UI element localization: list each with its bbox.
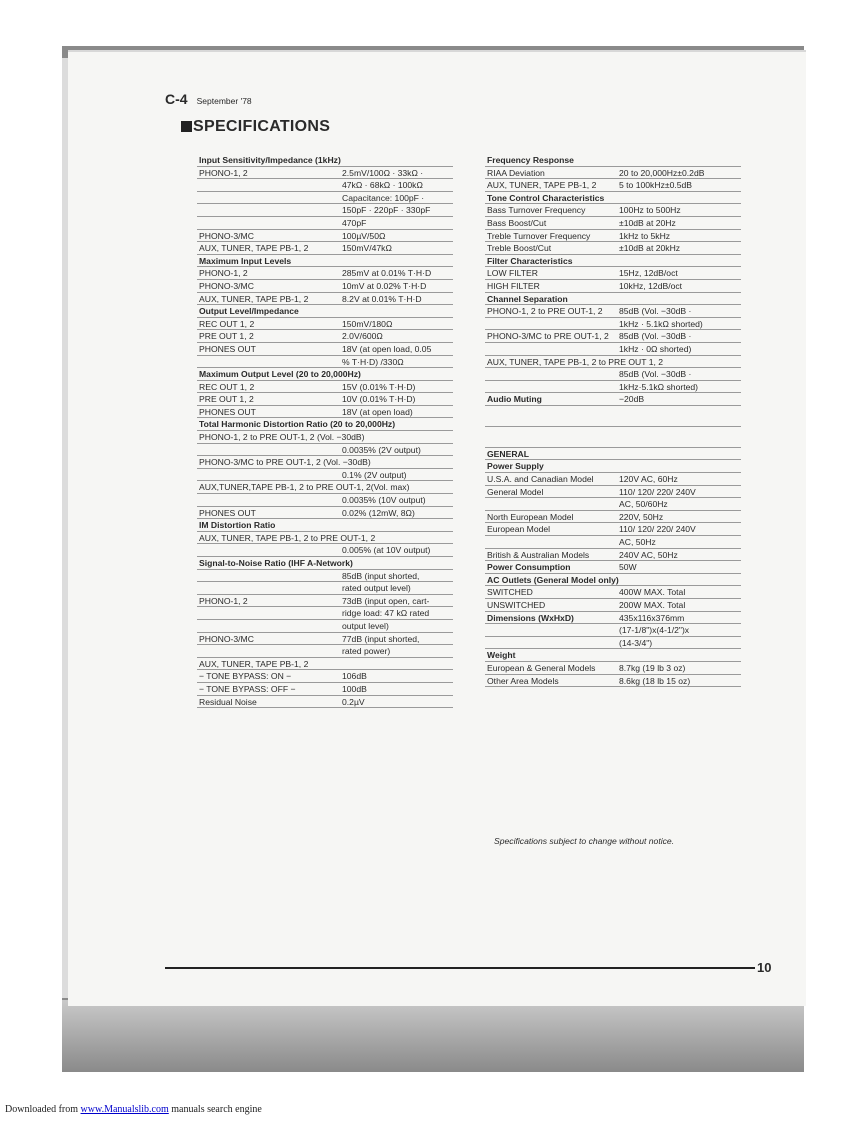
spec-value: 0.02% (12mW, 8Ω) — [342, 507, 415, 518]
spec-value: 100Hz to 500Hz — [619, 205, 681, 216]
spec-row — [485, 498, 741, 511]
spec-row — [197, 204, 453, 217]
spec-row — [197, 305, 453, 318]
spec-value: 100µV/50Ω — [342, 230, 386, 241]
spec-row — [197, 532, 453, 545]
spec-row — [485, 179, 741, 192]
spec-row — [197, 179, 453, 192]
spec-row — [197, 393, 453, 406]
spec-row — [485, 217, 741, 230]
spec-value: 220V, 50Hz — [619, 511, 664, 522]
spec-label: LOW FILTER — [487, 268, 538, 279]
spec-value: 85dB (Vol. −30dB · — [619, 331, 692, 342]
spec-label: PHONO-1, 2 to PRE OUT-1, 2 (Vol. −30dB) — [199, 432, 365, 443]
spec-row — [485, 586, 741, 599]
spec-value: 10kHz, 12dB/oct — [619, 280, 683, 291]
spec-row — [485, 448, 741, 461]
spec-row — [197, 658, 453, 671]
spec-row — [197, 683, 453, 696]
spec-row — [485, 242, 741, 255]
spec-label: SWITCHED — [487, 587, 533, 598]
spec-label: PHONO-3/MC to PRE OUT-1, 2 (Vol. −30dB) — [199, 457, 371, 468]
spec-label: PHONO-3/MC — [199, 633, 254, 644]
manualslib-link[interactable]: www.Manualslib.com — [80, 1104, 169, 1115]
spec-row — [485, 599, 741, 612]
spec-row — [197, 456, 453, 469]
spec-row — [197, 368, 453, 381]
spec-row — [485, 473, 741, 486]
spec-row — [485, 637, 741, 650]
spec-row — [485, 305, 741, 318]
spec-row — [197, 293, 453, 306]
spec-value: −20dB — [619, 394, 645, 405]
bottom-rule — [165, 967, 755, 969]
spec-row — [485, 536, 741, 549]
page-code: C-4 — [165, 91, 188, 107]
spec-value: ridge load: 47 kΩ rated — [342, 608, 430, 619]
spec-row — [197, 519, 453, 532]
spec-row — [197, 356, 453, 369]
spec-label: Audio Muting — [487, 394, 542, 405]
spec-row — [485, 167, 741, 180]
spec-label: Output Level/Impedance — [199, 306, 299, 317]
spec-row — [485, 624, 741, 637]
spec-label: North European Model — [487, 511, 574, 522]
spec-label: PRE OUT 1, 2 — [199, 331, 254, 342]
spec-label: IM Distortion Ratio — [199, 520, 276, 531]
spec-row — [197, 557, 453, 570]
spec-value: 8.6kg (18 lb 15 oz) — [619, 675, 691, 686]
spec-value: 85dB (Vol. −30dB · — [619, 306, 692, 317]
scan-shadow — [62, 1000, 804, 1072]
spec-label: European Model — [487, 524, 551, 535]
spec-value: AC, 50Hz — [619, 537, 656, 548]
download-credit — [5, 1104, 262, 1115]
spec-value: 110/ 120/ 220/ 240V — [619, 486, 696, 497]
spec-row — [197, 230, 453, 243]
spec-row — [485, 255, 741, 268]
spec-value: 85dB (input shorted, — [342, 570, 420, 581]
footnote: Specifications subject to change without notice. — [494, 836, 675, 846]
spec-row — [485, 267, 741, 280]
page-number: 10 — [757, 960, 772, 975]
spec-value: 5 to 100kHz±0.5dB — [619, 180, 693, 191]
spec-label: UNSWITCHED — [487, 600, 546, 610]
spec-label: PHONO-1, 2 — [199, 595, 248, 606]
spec-label: Channel Separation — [487, 293, 568, 304]
spec-value: 150mV/180Ω — [342, 318, 393, 329]
spec-value: 0.0035% (10V output) — [342, 495, 426, 506]
spec-row — [197, 633, 453, 646]
spec-row — [197, 318, 453, 331]
spec-row — [485, 649, 741, 662]
spec-value: 18V (at open load) — [342, 406, 413, 417]
spec-row — [485, 356, 741, 369]
spec-label: Bass Turnover Frequency — [487, 205, 586, 216]
section-title: SPECIFICATIONS — [193, 118, 331, 135]
spec-value: 106dB — [342, 671, 367, 682]
spec-value: (17-1/8")x(4-1/2")x — [619, 625, 690, 636]
spec-row — [485, 393, 741, 406]
spec-label: PHONO-1, 2 — [199, 167, 248, 178]
spec-row — [485, 460, 741, 473]
spec-value: 8.7kg (19 lb 3 oz) — [619, 662, 686, 673]
spec-label: AUX, TUNER, TAPE PB-1, 2 — [199, 243, 309, 254]
page-date: September '78 — [196, 96, 252, 106]
spec-label: Filter Characteristics — [487, 255, 573, 266]
spec-row — [197, 280, 453, 293]
spec-value: 1kHz·5.1kΩ shorted) — [619, 381, 699, 392]
spec-value: 150pF · 220pF · 330pF — [342, 205, 431, 216]
spec-value: 110/ 120/ 220/ 240V — [619, 524, 696, 535]
spec-row — [485, 574, 741, 587]
spec-value: 1kHz to 5kHz — [619, 230, 671, 241]
spec-row — [197, 670, 453, 683]
spec-value: (14-3/4") — [619, 637, 653, 648]
spec-row — [485, 427, 741, 448]
spec-value: 0.2µV — [342, 696, 365, 707]
spec-value: Capacitance: 100pF · — [342, 192, 425, 203]
spec-value: 8.2V at 0.01% T·H·D — [342, 293, 422, 304]
spec-row — [485, 230, 741, 243]
spec-row — [485, 561, 741, 574]
spec-label: HIGH FILTER — [487, 280, 540, 291]
spec-label: AUX, TUNER, TAPE PB-1, 2 — [487, 180, 597, 191]
spec-label: General Model — [487, 486, 544, 497]
spec-row — [485, 486, 741, 499]
spec-row — [197, 444, 453, 457]
spec-label: Maximum Input Levels — [199, 255, 292, 266]
spec-value: 10V (0.01% T·H·D) — [342, 394, 416, 405]
spec-label: REC OUT 1, 2 — [199, 318, 255, 329]
spec-label: − TONE BYPASS: OFF − — [199, 683, 296, 694]
spec-row — [197, 217, 453, 230]
spec-row — [197, 494, 453, 507]
spec-label: AUX, TUNER, TAPE PB-1, 2 to PRE OUT-1, 2 — [199, 532, 376, 543]
spec-row — [197, 154, 453, 167]
spec-label: Frequency Response — [487, 155, 574, 165]
spec-label: Other Area Models — [487, 675, 559, 686]
spec-row — [197, 192, 453, 205]
spec-label: Treble Turnover Frequency — [487, 230, 591, 241]
spec-row — [197, 620, 453, 633]
spec-row — [485, 368, 741, 381]
spec-label: PHONES OUT — [199, 507, 256, 518]
spec-value: 1kHz · 5.1kΩ shorted) — [619, 318, 703, 329]
spec-row — [485, 662, 741, 675]
spec-label: PHONES OUT — [199, 406, 256, 417]
spec-label: Weight — [487, 650, 516, 661]
spec-label: GENERAL — [487, 448, 530, 459]
spec-value: 15Hz, 12dB/oct — [619, 268, 678, 279]
spec-label: U.S.A. and Canadian Model — [487, 474, 594, 485]
spec-value: 15V (0.01% T·H·D) — [342, 381, 416, 392]
spec-label: Power Supply — [487, 461, 544, 472]
spec-value: 50W — [619, 562, 637, 573]
spec-value: 18V (at open load, 0.05 — [342, 343, 432, 354]
spec-value: rated output level) — [342, 583, 411, 594]
spec-row — [197, 507, 453, 520]
spec-row — [485, 549, 741, 562]
spec-row — [485, 511, 741, 524]
spec-row — [197, 645, 453, 658]
spec-label: REC OUT 1, 2 — [199, 381, 255, 392]
spec-row — [197, 267, 453, 280]
spec-column-right — [485, 154, 741, 687]
spec-label: Total Harmonic Distortion Ratio (20 to 20,000Hz) — [199, 419, 396, 430]
spec-label: Signal-to-Noise Ratio (IHF A-Network) — [199, 558, 353, 568]
spec-value: 470pF — [342, 217, 367, 228]
spec-label: PHONO-1, 2 to PRE OUT-1, 2 — [487, 306, 603, 317]
spec-value: ±10dB at 20Hz — [619, 217, 676, 228]
spec-row — [485, 675, 741, 688]
spec-value: 200W MAX. Total — [619, 600, 686, 610]
spec-value: 2.0V/600Ω — [342, 331, 383, 342]
spec-label: European & General Models — [487, 662, 596, 673]
spec-label: Treble Boost/Cut — [487, 243, 552, 254]
credit-prefix: Downloaded from — [5, 1104, 81, 1115]
spec-row — [197, 167, 453, 180]
spec-value: rated power) — [342, 646, 391, 657]
spec-row — [197, 431, 453, 444]
spec-value: 0.1% (2V output) — [342, 469, 407, 480]
spec-row — [485, 343, 741, 356]
spec-row — [485, 293, 741, 306]
spec-label: AUX, TUNER, TAPE PB-1, 2 — [199, 658, 309, 669]
spec-row — [197, 607, 453, 620]
spec-value: AC, 50/60Hz — [619, 499, 668, 510]
spec-label: Bass Boost/Cut — [487, 217, 547, 228]
spec-row — [197, 696, 453, 709]
spec-value: 47kΩ · 68kΩ · 100kΩ — [342, 180, 423, 191]
spec-value: 435x116x376mm — [619, 612, 685, 623]
spec-value: 400W MAX. Total — [619, 587, 686, 598]
spec-row — [485, 612, 741, 625]
spec-row — [197, 544, 453, 557]
spec-label: RIAA Deviation — [487, 167, 545, 178]
spec-row — [197, 570, 453, 583]
spec-value: 77dB (input shorted, — [342, 633, 420, 644]
spec-row — [485, 523, 741, 536]
spec-value: 85dB (Vol. −30dB · — [619, 369, 692, 380]
spec-row — [485, 406, 741, 427]
spec-row — [197, 595, 453, 608]
spec-label: AUX, TUNER, TAPE PB-1, 2 — [199, 293, 309, 304]
spec-value: 73dB (input open, cart- — [342, 595, 430, 606]
spec-label: PRE OUT 1, 2 — [199, 394, 254, 405]
spec-label: Dimensions (WxHxD) — [487, 612, 574, 623]
spec-row — [197, 418, 453, 431]
spec-value: 2.5mV/100Ω · 33kΩ · — [342, 167, 424, 178]
spec-row — [197, 381, 453, 394]
spec-row — [197, 343, 453, 356]
spec-value: 120V AC, 60Hz — [619, 474, 678, 485]
spec-label: PHONO-3/MC to PRE OUT-1, 2 — [487, 331, 609, 342]
spec-label: AC Outlets (General Model only) — [487, 574, 619, 585]
spec-row — [485, 204, 741, 217]
spec-label: British & Australian Models — [487, 549, 590, 560]
spec-row — [197, 255, 453, 268]
spec-label: AUX,TUNER,TAPE PB-1, 2 to PRE OUT-1, 2(Vol. max) — [199, 482, 410, 493]
spec-label: Power Consumption — [487, 562, 571, 573]
spec-column-left — [197, 154, 453, 708]
spec-row — [485, 318, 741, 331]
spec-row — [197, 406, 453, 419]
page-header — [165, 91, 252, 107]
spec-label: − TONE BYPASS: ON − — [199, 671, 292, 682]
title-bullet-icon — [181, 121, 192, 132]
spec-label: AUX, TUNER, TAPE PB-1, 2 to PRE OUT 1, 2 — [487, 356, 664, 367]
spec-label: PHONO-1, 2 — [199, 268, 248, 279]
spec-row — [485, 381, 741, 394]
spec-row — [197, 469, 453, 482]
spec-row — [485, 330, 741, 343]
spec-label: PHONO-3/MC — [199, 280, 254, 291]
spec-value: % T·H·D) /330Ω — [342, 356, 404, 367]
spec-label: PHONO-3/MC — [199, 230, 254, 241]
spec-value: 10mV at 0.02% T·H·D — [342, 280, 427, 291]
spec-value: 285mV at 0.01% T·H·D — [342, 268, 432, 279]
spec-label: Residual Noise — [199, 696, 257, 707]
spec-value: 240V AC, 50Hz — [619, 549, 678, 560]
spec-value: ±10dB at 20kHz — [619, 243, 681, 254]
spec-row — [197, 242, 453, 255]
spec-value: 150mV/47kΩ — [342, 243, 392, 254]
spec-value: 100dB — [342, 683, 367, 694]
spec-value: 0.005% (at 10V output) — [342, 545, 431, 556]
spec-row — [197, 582, 453, 595]
spec-row — [197, 330, 453, 343]
spec-row — [485, 280, 741, 293]
spec-label: Maximum Output Level (20 to 20,000Hz) — [199, 369, 361, 380]
credit-suffix: manuals search engine — [168, 1104, 262, 1115]
spec-value: 1kHz · 0Ω shorted) — [619, 343, 692, 354]
spec-label: Tone Control Characteristics — [487, 192, 605, 203]
spec-row — [197, 481, 453, 494]
spec-row — [485, 192, 741, 205]
spec-label: Input Sensitivity/Impedance (1kHz) — [199, 155, 341, 165]
spec-label: PHONES OUT — [199, 343, 256, 354]
spec-value: output level) — [342, 620, 389, 631]
spec-value: 20 to 20,000Hz±0.2dB — [619, 167, 705, 178]
spec-row — [485, 154, 741, 167]
spec-value: 0.0035% (2V output) — [342, 444, 421, 455]
